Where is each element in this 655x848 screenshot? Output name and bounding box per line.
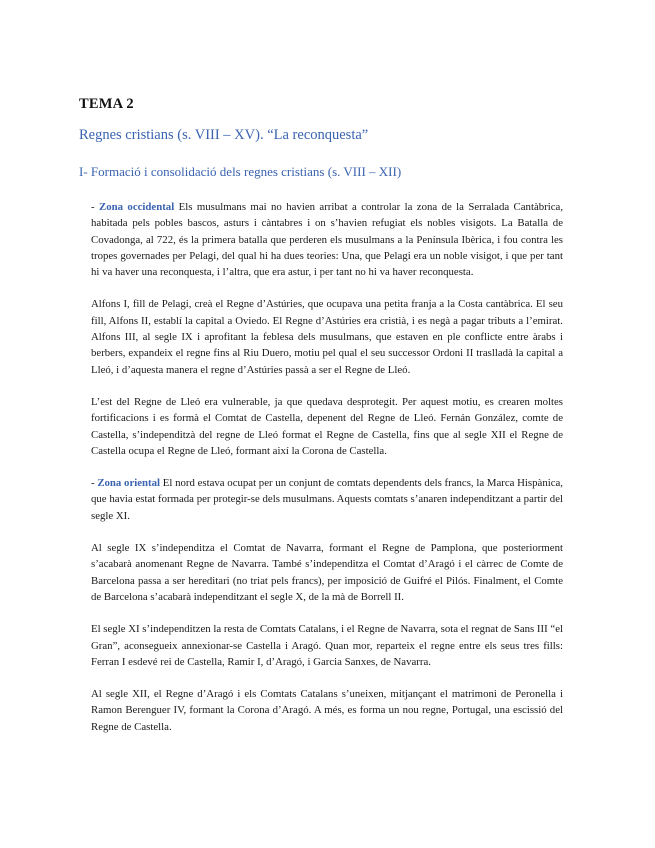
paragraph-comtat-castella: L’est del Regne de Lleó era vulnerable, ja que quedava desprotegit. Per aquest motiu, es crearen moltes fortificacions i es formà el Comtat de Castella, depenent del Regne de Lleó. Fernán González, comte de Castella, s’independitzà del regne de Lleó format el Regne de Castella, fins que al segle XII el Regne de Castella ocupa el Regne de Lleó, formant així la Corona de Castella. — [91, 395, 563, 457]
paragraph-segle-ix: Al segle IX s’independitza el Comtat de Navarra, formant el Regne de Pamplona, que posteriorment s’acabarà anomenant Regne de Navarra. També s’independitza el Comtat d’Aragó i el càrrec de Comte de Barcelona passa a ser hereditari (no triat pels francs), per imposició de Guifré el Pilós. Finalment, el Comte de Barcelona s’acabarà independitzant el segle X, de la mà de Borrell II. — [91, 542, 563, 603]
paragraph-zona-oriental — [91, 475, 563, 524]
paragraph-zona-occidental — [91, 199, 563, 280]
paragraph-text: Els musulmans mai no havien arribat a controlar la zona de la Serralada Cantàbrica, habitada pels pobles bascos, asturs i càntabres i on s’havien refugiat els nobles visigots. La Batalla de Covadonga, al 722, és la primera batalla que perderen els musulmans a la Península Ibèrica, i fou contra les tropes governades per Pelagi, del qual hi ha dues teories: Una, que Pelagi era un noble visigot, i que per tant hi va haver una reconquesta, i l’altra, que era astur, i per tant no hi va haver reconquesta. — [91, 201, 564, 279]
document-heading: TEMA 2 — [79, 96, 134, 112]
zone-label: Zona occidental — [99, 201, 175, 213]
section-title: I- Formació i consolidació dels regnes cristians (s. VIII – XII) — [79, 164, 402, 179]
bullet-dash: - — [91, 201, 100, 213]
paragraph-text: El nord estava ocupat per un conjunt de comtats dependents dels francs, la Marca Hispànica, que havia estat formada per protegir-se dels musulmans. Aquests comtats s’anaren independitzant a partir del segle XI. — [91, 477, 564, 522]
document-page — [79, 96, 564, 751]
paragraph-segle-xii: Al segle XII, el Regne d’Aragó i els Comtats Catalans s’uneixen, mitjançant el matrimoni de Peronella i Ramon Berenguer IV, formant la Corona d’Aragó. A més, es forma un nou regne, Portugal, una escissió del Regne de Castella. — [91, 688, 563, 733]
paragraph-regne-asturies: Alfons I, fill de Pelagi, creà el Regne d’Astúries, que ocupava una petita franja a la Costa cantàbrica. El seu fill, Alfons II, establí la capital a Oviedo. El Regne d’Astúries era cristià, i es negà a pagar tributs a l’emirat. Alfons III, al segle IX i aprofitant la feblesa dels musulmans, que estaven en ple conflicte entre àrabs i berbers, expandeix el regne fins al Riu Duero, motiu pel qual el seu successor Ordoni II traslladà la capital a Lleó, i d’aquesta manera el regne d’Astúries passà a ser el Regne de Lleó. — [91, 298, 563, 376]
paragraph-segle-xi: El segle XI s’independitzen la resta de Comtats Catalans, i el Regne de Navarra, sota el regnat de Sans III “el Gran”, aconsegueix annexionar-se Castella i Aragó. Quan mor, reparteix el regne entre els seus tres fills: Ferran I esdevé rei de Castella, Ramir I, d’Aragó, i Garcia Sanxes, de Navarra. — [91, 623, 563, 668]
zone-label: Zona oriental — [97, 477, 161, 490]
bullet-dash: - — [91, 477, 98, 490]
document-title: Regnes cristians (s. VIII – XV). “La reconquesta” — [79, 127, 369, 143]
